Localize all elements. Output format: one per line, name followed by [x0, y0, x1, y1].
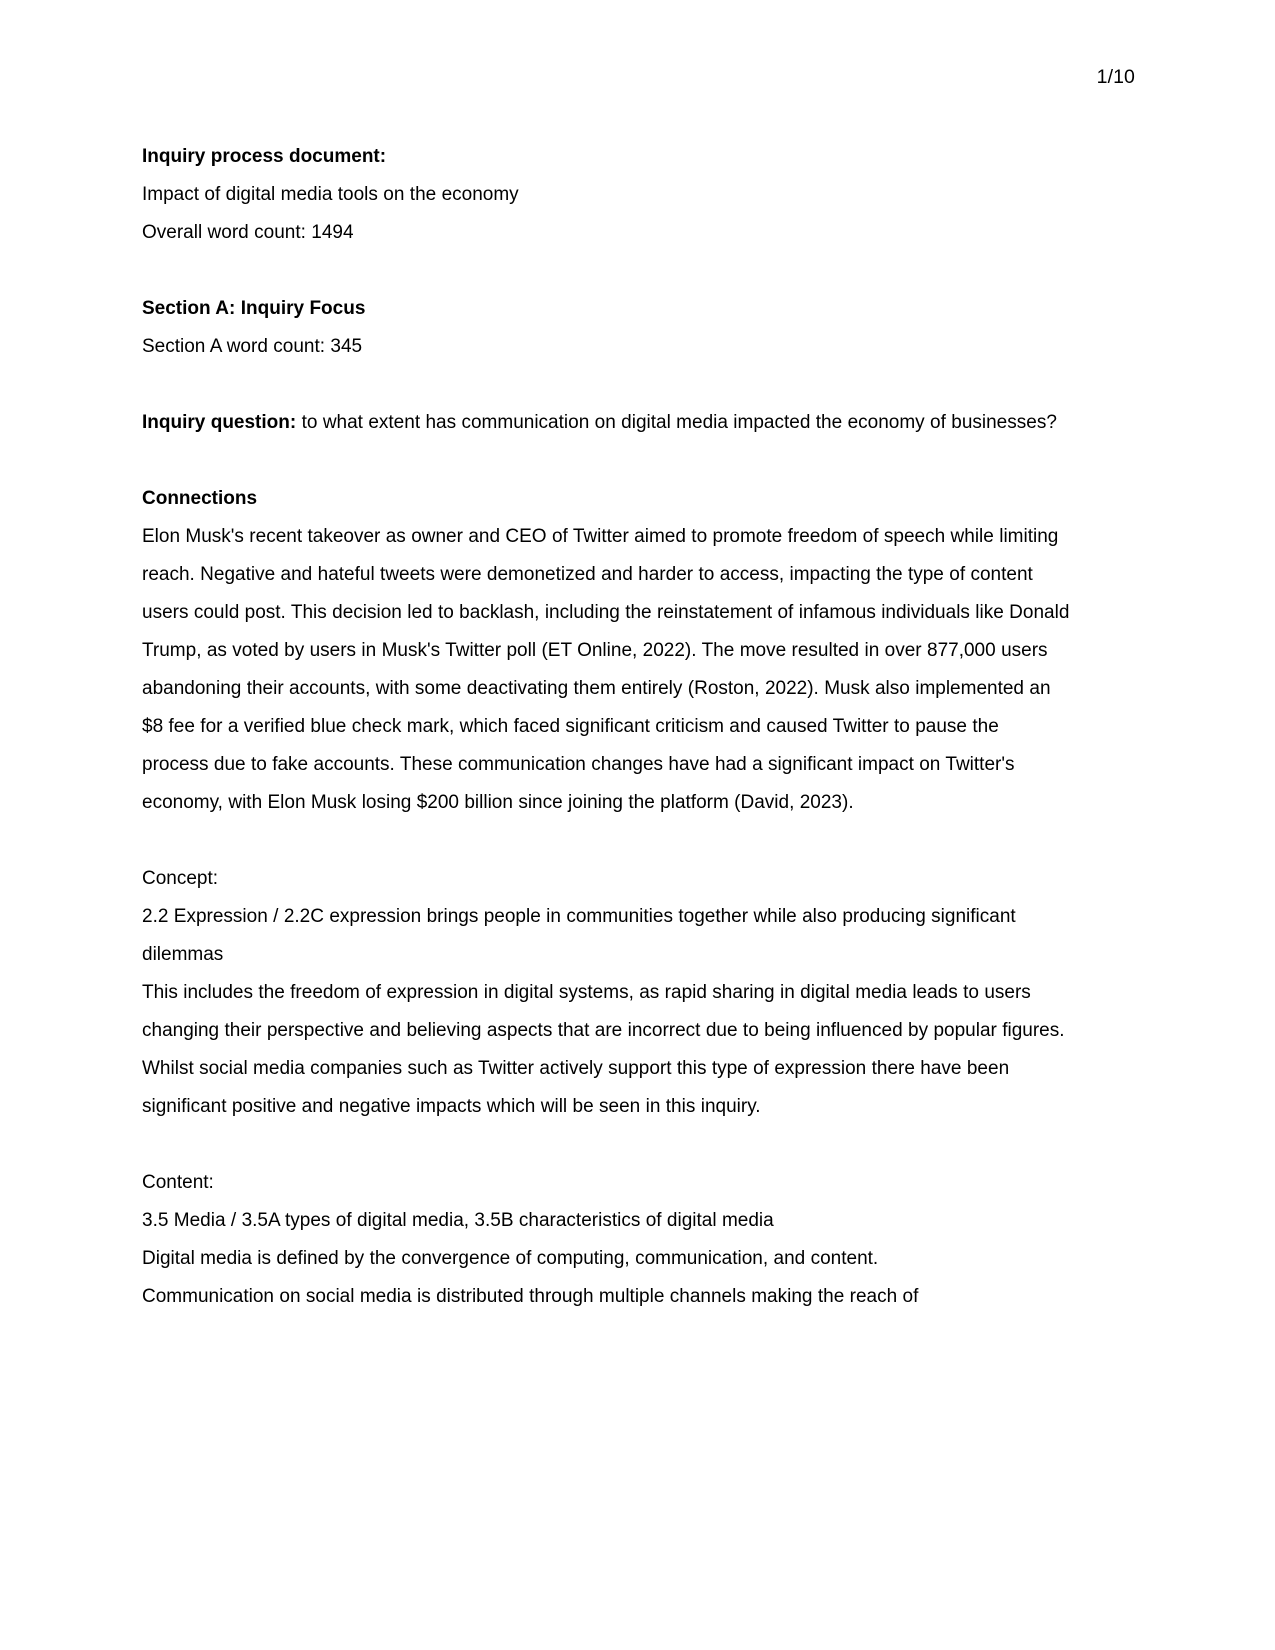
section-a-word-count: Section A word count: 345: [142, 336, 363, 357]
connections-heading: Connections: [142, 488, 258, 509]
concept-label: Concept:: [142, 868, 219, 889]
inquiry-question-label: Inquiry question:: [142, 412, 297, 433]
spacer: [142, 252, 1070, 290]
spacer: [142, 442, 1070, 480]
inquiry-question-paragraph: [142, 404, 1070, 442]
page-number: 1/10: [1096, 66, 1135, 88]
spacer: [142, 1126, 1070, 1164]
concept-explanation: This includes the freedom of expression in digital systems, as rapid sharing in digital media leads to users changing their perspective and believing aspects that are incorrect due to being influenced by popular figures. Whilst social media companies such as Twitter actively support this type of expression there have been significant positive and negative impacts which will be seen in this inquiry.: [142, 982, 1065, 1117]
section-a-heading: Section A: Inquiry Focus: [142, 298, 366, 319]
overall-word-count: Overall word count: 1494: [142, 222, 354, 243]
inquiry-question-text: to what extent has communication on digital media impacted the economy of businesses?: [296, 412, 1057, 433]
connections-paragraph: Elon Musk's recent takeover as owner and CEO of Twitter aimed to promote freedom of speech while limiting reach. Negative and hateful tweets were demonetized and harder to access, impacting the type of content users could post. This decision led to backlash, including the reinstatement of infamous individuals like Donald Trump, as voted by users in Musk's Twitter poll (ET Online, 2022). The move resulted in over 877,000 users abandoning their accounts, with some deactivating them entirely (Roston, 2022). Musk also implemented an $8 fee for a verified blue check mark, which faced significant criticism and caused Twitter to pause the process due to fake accounts. These communication changes have had a significant impact on Twitter's economy, with Elon Musk losing $200 billion since joining the platform (David, 2023).: [142, 526, 1070, 813]
document-body: [142, 138, 1070, 1316]
document-title-heading: Inquiry process document:: [142, 146, 387, 167]
content-line-2: Communication on social media is distributed through multiple channels making the reach of: [142, 1286, 919, 1307]
spacer: [142, 366, 1070, 404]
document-subtitle: Impact of digital media tools on the economy: [142, 184, 519, 205]
concept-reference: 2.2 Expression / 2.2C expression brings people in communities together while also producing significant dilemmas: [142, 906, 1016, 965]
content-label: Content:: [142, 1172, 214, 1193]
content-reference: 3.5 Media / 3.5A types of digital media, 3.5B characteristics of digital media: [142, 1210, 774, 1231]
spacer: [142, 822, 1070, 860]
content-line-1: Digital media is defined by the convergence of computing, communication, and content.: [142, 1248, 879, 1269]
